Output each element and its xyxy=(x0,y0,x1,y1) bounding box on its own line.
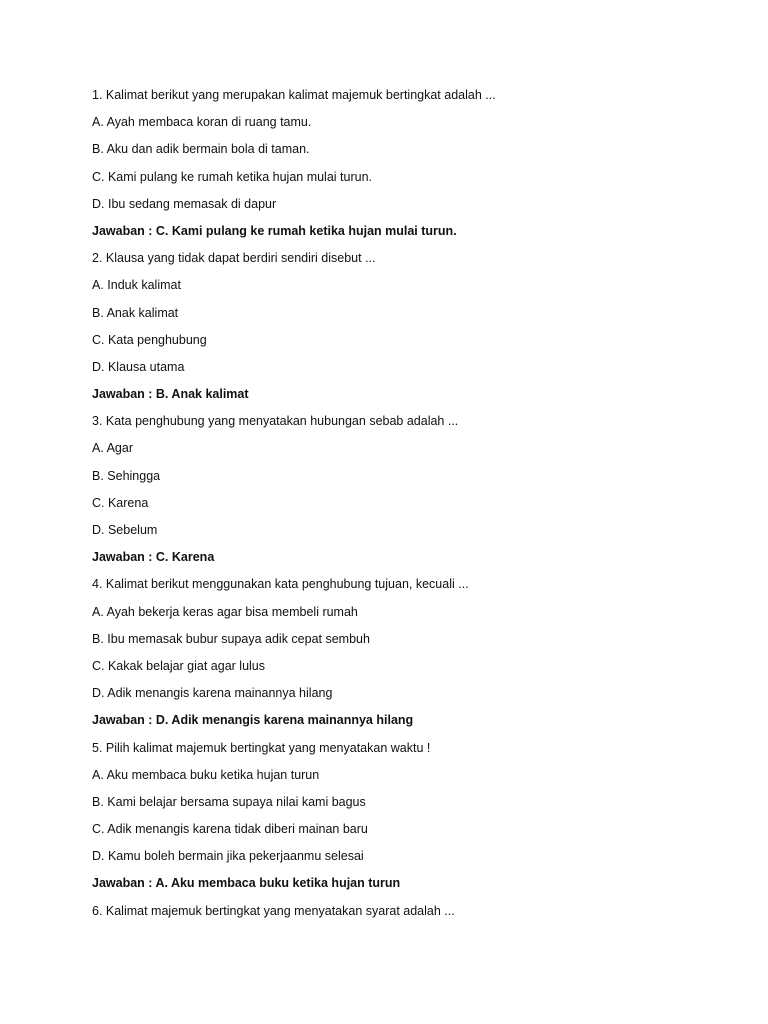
option-c: C. Kami pulang ke rumah ketika hujan mulai turun. xyxy=(92,169,373,184)
answer-text: Jawaban : A. Aku membaca buku ketika hujan turun xyxy=(92,876,401,891)
option-c: C. Kakak belajar giat agar lulus xyxy=(92,658,266,673)
question-text: 6. Kalimat majemuk bertingkat yang menyatakan syarat adalah ... xyxy=(92,903,455,918)
option-d: D. Klausa utama xyxy=(92,359,185,374)
option-a: A. Ayah bekerja keras agar bisa membeli rumah xyxy=(92,604,358,619)
option-d: D. Kamu boleh bermain jika pekerjaanmu selesai xyxy=(92,849,364,864)
option-a: A. Induk kalimat xyxy=(92,278,181,293)
option-a: A. Agar xyxy=(92,441,133,456)
option-b: B. Ibu memasak bubur supaya adik cepat sembuh xyxy=(92,631,370,646)
answer-text: Jawaban : C. Karena xyxy=(92,550,215,565)
option-c: C. Kata penghubung xyxy=(92,332,207,347)
option-a: A. Ayah membaca koran di ruang tamu. xyxy=(92,115,312,130)
option-a: A. Aku membaca buku ketika hujan turun xyxy=(92,767,320,782)
question-text: 1. Kalimat berikut yang merupakan kalimat majemuk bertingkat adalah ... xyxy=(92,88,496,102)
option-d: D. Ibu sedang memasak di dapur xyxy=(92,196,277,211)
quiz-content xyxy=(92,86,712,929)
answer-text: Jawaban : D. Adik menangis karena mainannya hilang xyxy=(92,713,414,728)
question-text: 4. Kalimat berikut menggunakan kata penghubung tujuan, kecuali ... xyxy=(92,577,469,592)
question-text: 3. Kata penghubung yang menyatakan hubungan sebab adalah ... xyxy=(92,414,459,429)
option-d: D. Adik menangis karena mainannya hilang xyxy=(92,686,333,701)
option-c: C. Karena xyxy=(92,495,149,510)
option-b: B. Anak kalimat xyxy=(92,305,179,320)
question-text: 5. Pilih kalimat majemuk bertingkat yang menyatakan waktu ! xyxy=(92,740,431,755)
question-text: 2. Klausa yang tidak dapat berdiri sendiri disebut ... xyxy=(92,251,376,266)
answer-text: Jawaban : C. Kami pulang ke rumah ketika hujan mulai turun. xyxy=(92,223,457,238)
option-c: C. Adik menangis karena tidak diberi mainan baru xyxy=(92,822,368,837)
answer-text: Jawaban : B. Anak kalimat xyxy=(92,387,249,402)
option-d: D. Sebelum xyxy=(92,523,158,537)
option-b: B. Kami belajar bersama supaya nilai kami bagus xyxy=(92,794,366,809)
option-b: B. Aku dan adik bermain bola di taman. xyxy=(92,142,310,157)
option-b: B. Sehingga xyxy=(92,468,161,483)
